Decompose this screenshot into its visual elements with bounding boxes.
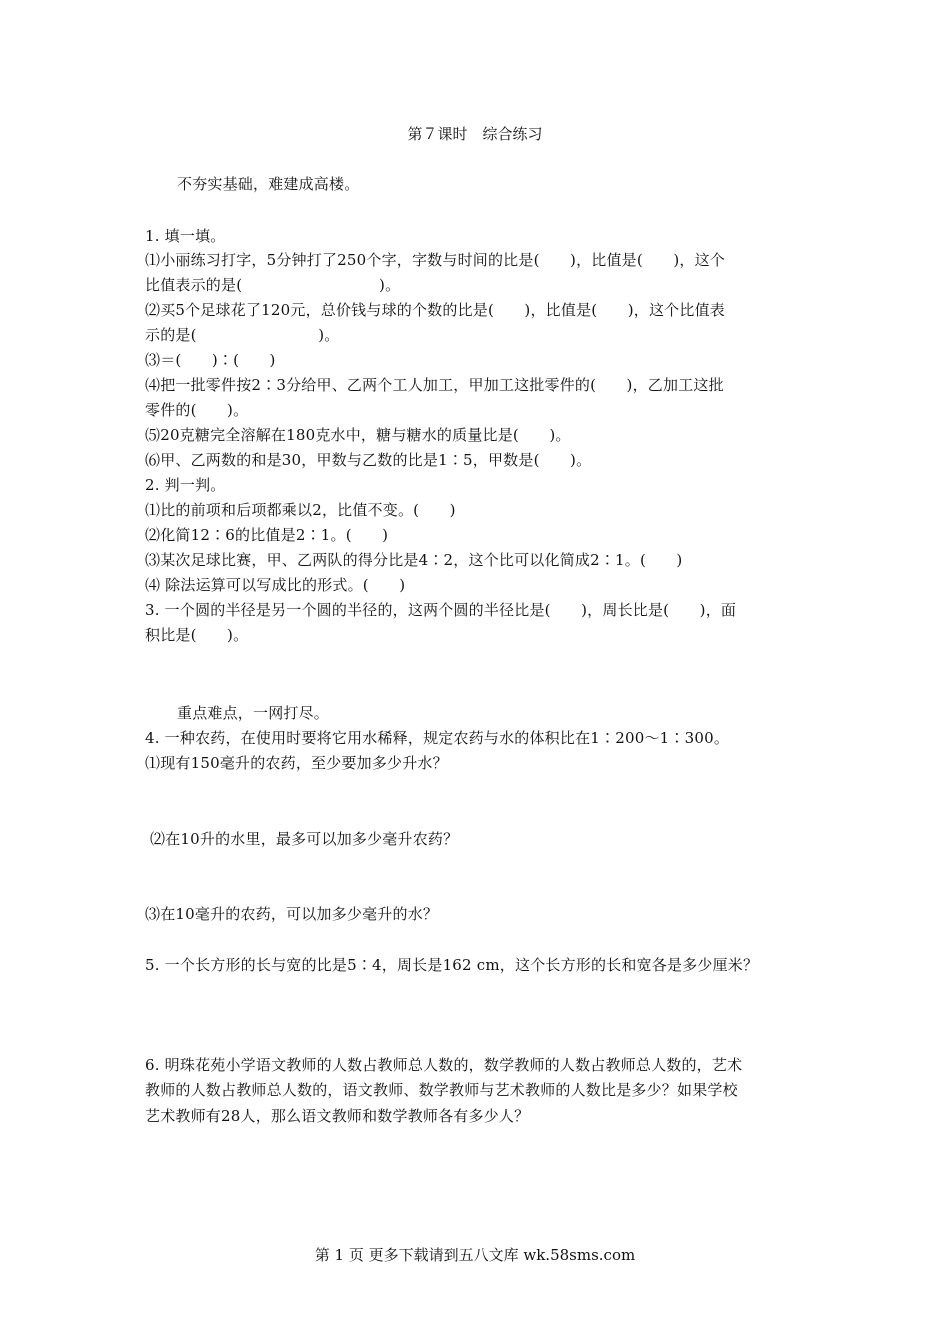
question-1-line: 比值表示的是( )。: [145, 276, 401, 294]
question-1-heading: 1. 填一填。: [145, 227, 226, 245]
question-6-line: 教师的人数占教师总人数的，语文教师、数学教师与艺术教师的人数比是多少？如果学校: [145, 1081, 738, 1099]
page-footer: 第 1 页 更多下载请到五八文库 wk.58sms.com: [314, 1246, 636, 1264]
question-4-line: ⑵在10升的水里，最多可以加多少毫升农药？: [150, 830, 459, 848]
question-1-line: ⑹甲、乙两数的和是30，甲数与乙数的比是1∶5，甲数是( )。: [145, 451, 592, 469]
question-1-line: ⑴小丽练习打字，5分钟打了250个字，字数与时间的比是( )，比值是( )，这个: [145, 251, 725, 269]
question-1-line: 零件的( )。: [145, 401, 249, 419]
question-2-line: ⑵化简12∶6的比值是2∶1。( ): [145, 526, 389, 544]
question-6-line: 艺术教师有28人，那么语文教师和数学教师各有多少人？: [145, 1107, 530, 1125]
question-4-line: ⑶在10毫升的农药，可以加多少毫升的水？: [145, 905, 439, 923]
question-3-line: 3. 一个圆的半径是另一个圆的半径的，这两个圆的半径比是( )，周长比是( )，面: [145, 601, 737, 619]
page-title: 第７课时 综合练习: [407, 125, 543, 143]
section-heading-basics: 不夯实基础，难建成高楼。: [177, 175, 360, 193]
section-heading-key-points: 重点难点，一网打尽。: [177, 704, 330, 722]
question-1-line: ⑵买5个足球花了120元，总价钱与球的个数的比是( )，比值是( )，这个比值表: [145, 301, 725, 319]
question-4-heading: 4. 一种农药，在使用时要将它用水稀释，规定农药与水的体积比在1∶200～1∶300。: [145, 729, 730, 747]
question-2-line: ⑴比的前项和后项都乘以2，比值不变。( ): [145, 501, 456, 519]
question-1-line: 示的是( )。: [145, 326, 340, 344]
question-5-line: 5. 一个长方形的长与宽的比是5∶4，周长是162 cm，这个长方形的长和宽各是多少厘米？: [145, 956, 759, 974]
question-1-line: ⑷把一批零件按2∶3分给甲、乙两个工人加工，甲加工这批零件的( )，乙加工这批: [145, 376, 724, 394]
question-2-heading: 2. 判一判。: [145, 476, 226, 494]
question-1-line: ⑸20克糖完全溶解在180克水中，糖与糖水的质量比是( )。: [145, 426, 571, 444]
question-2-line: ⑷ 除法运算可以写成比的形式。( ): [145, 576, 406, 594]
question-1-line: ⑶＝( )∶( ): [145, 351, 276, 369]
question-3-line: 积比是( )。: [145, 626, 249, 644]
question-6-line: 6. 明珠花苑小学语文教师的人数占教师总人数的，数学教师的人数占教师总人数的，艺术: [145, 1056, 743, 1074]
question-4-line: ⑴现有150毫升的农药，至少要加多少升水？: [145, 754, 448, 772]
question-2-line: ⑶某次足球比赛，甲、乙两队的得分比是4∶2，这个比可以化简成2∶1。( ): [145, 551, 683, 569]
